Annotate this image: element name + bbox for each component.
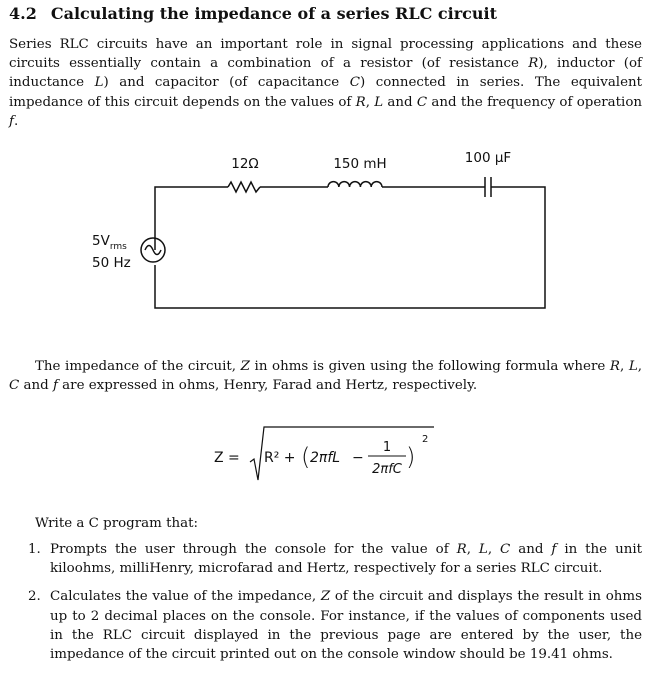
formula-exponent: 2 bbox=[422, 434, 429, 445]
formula-lhs: Z = bbox=[214, 450, 240, 466]
formula-intro-paragraph: The impedance of the circuit, Z in ohms is given using the following formula where R, L, C and f are expressed in ohms, Henry, Farad and Hertz, respectively. bbox=[9, 359, 642, 394]
task-list bbox=[22, 540, 642, 673]
section-number: 4.2 bbox=[9, 4, 37, 23]
task-marker: 2. bbox=[28, 589, 41, 605]
formula-close-paren: ) bbox=[406, 443, 416, 471]
section-title: Calculating the impedance of a series RLC circuit bbox=[50, 4, 497, 23]
intro-paragraph: Series RLC circuits have an important role in signal processing applications and these circuits essentially contain a combination of a resistor (of resistance R), inductor (of inductance L) and capacitor (of capacitance C) connected in series. The equivalent impedance of this circuit depends on the values of R, L and C and the frequency of operation f. bbox=[9, 37, 643, 129]
resistor-symbol bbox=[228, 182, 260, 192]
section-heading bbox=[9, 4, 497, 23]
formula-minus: − bbox=[352, 450, 364, 466]
inductor-label: 150 mH bbox=[333, 156, 387, 172]
circuit-wire bbox=[155, 187, 228, 250]
circuit-wire bbox=[155, 187, 545, 308]
formula-open-paren: ( bbox=[301, 443, 311, 471]
formula-numerator: 1 bbox=[382, 440, 392, 455]
resistor-label: 12Ω bbox=[231, 156, 259, 172]
source-voltage-label: $5V_{rms}$ bbox=[92, 233, 127, 252]
task-item bbox=[22, 587, 642, 664]
task-item bbox=[22, 540, 642, 578]
capacitor-label: 100 µF bbox=[464, 150, 512, 166]
task-intro: Write a C program that: bbox=[35, 516, 198, 531]
task-text: Prompts the user through the console for the value of R, L, C and f in the unit kiloohms, milliHenry, microfarad and Hertz, respectively for a series RLC circuit. bbox=[50, 542, 642, 577]
source-frequency-label: 50 Hz bbox=[92, 255, 131, 271]
inductor-symbol bbox=[328, 182, 382, 187]
formula-r-squared: R² + bbox=[264, 450, 296, 466]
formula-denominator: 2πfC bbox=[372, 462, 402, 477]
rlc-circuit-diagram bbox=[0, 140, 654, 340]
ac-source-sine bbox=[145, 246, 161, 255]
task-text: Calculates the value of the impedance, Z of the circuit and displays the result in ohms up to 2 decimal places on the console. For instance, if the values of components used in the RLC circuit displayed in the previous page are entered by the user, the impedance of the circuit printed out on the console window should be 19.41 ohms. bbox=[50, 589, 642, 663]
task-marker: 1. bbox=[28, 542, 41, 557]
impedance-formula bbox=[200, 418, 450, 488]
formula-2pifl-term: 2πfL bbox=[310, 450, 341, 466]
